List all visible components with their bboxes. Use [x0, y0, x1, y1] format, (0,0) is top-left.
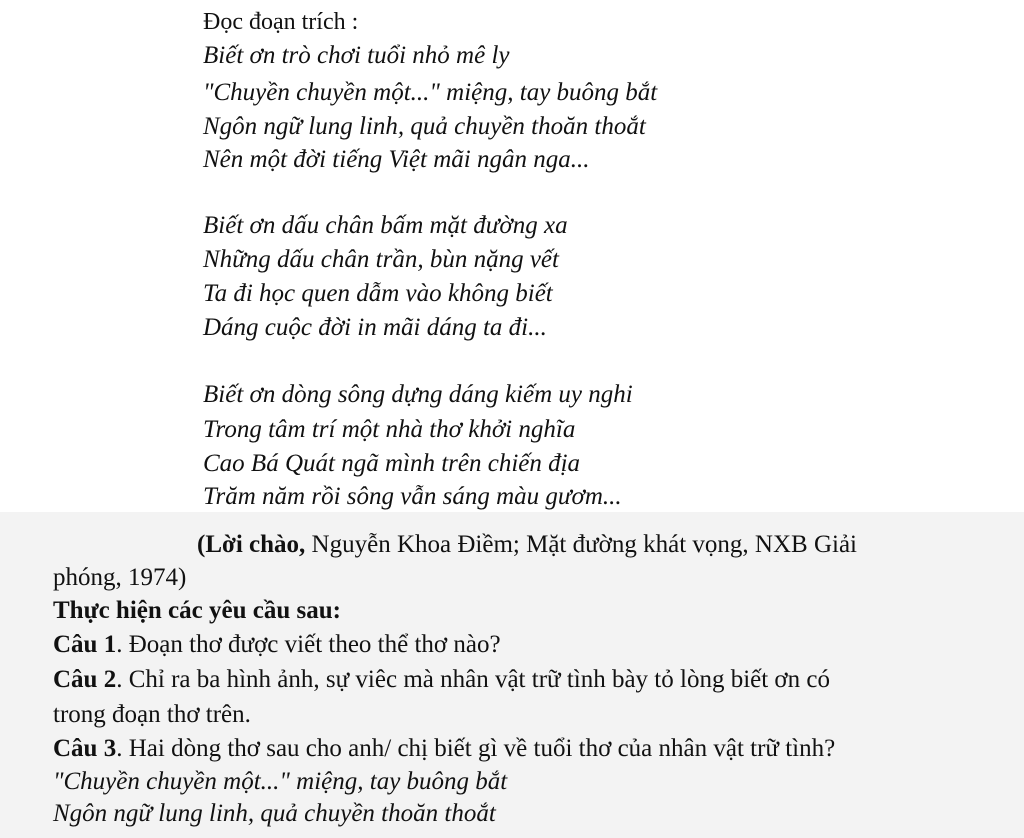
source-citation [197, 532, 857, 557]
source-citation-continued: phóng, 1974) [53, 564, 187, 591]
poem-line: Trong tâm trí một nhà thơ khởi nghĩa [203, 416, 576, 443]
question-1 [53, 632, 501, 657]
question-3 [53, 736, 835, 761]
quoted-poem-line: Ngôn ngữ lung linh, quả chuyền thoăn thoắt [53, 800, 496, 827]
question-2 [53, 667, 830, 692]
poem-line: Những dấu chân trần, bùn nặng vết [203, 246, 559, 273]
reading-instruction: Đọc đoạn trích : [203, 9, 359, 35]
quoted-poem-line: "Chuyền chuyền một..." miệng, tay buông bắt [53, 768, 508, 795]
question-2-continued: trong đoạn thơ trên. [53, 701, 251, 728]
poem-line: Ngôn ngữ lung linh, quả chuyền thoăn thoắt [203, 113, 646, 140]
section-title: Thực hiện các yêu cầu sau: [53, 597, 341, 624]
source-title: Lời chào, [205, 531, 306, 558]
poem-line: Biết ơn dấu chân bấm mặt đường xa [203, 212, 568, 239]
question-text: . Chỉ ra ba hình ảnh, sự viêc mà nhân vật trữ tình bày tỏ lòng biết ơn có [116, 666, 831, 693]
poem-line: Nên một đời tiếng Việt mãi ngân nga... [203, 146, 590, 173]
poem-line: Biết ơn dòng sông dựng dáng kiếm uy nghi [203, 381, 633, 408]
poem-line: Ta đi học quen dẫm vào không biết [203, 280, 553, 307]
poem-line: Cao Bá Quát ngã mình trên chiến địa [203, 450, 581, 477]
poem-line: Biết ơn trò chơi tuổi nhỏ mê ly [203, 42, 510, 69]
question-text: . Hai dòng thơ sau cho anh/ chị biết gì về tuổi thơ của nhân vật trữ tình? [116, 735, 836, 762]
source-open-paren: ( [197, 531, 206, 558]
poem-line: Dáng cuộc đời in mãi dáng ta đi... [203, 314, 547, 341]
source-details: Nguyễn Khoa Điềm; Mặt đường khát vọng, NXB Giải [305, 531, 857, 558]
question-label: Câu 3 [53, 735, 117, 762]
question-text: . Đoạn thơ được viết theo thể thơ nào? [116, 631, 501, 658]
poem-line: Trăm năm rồi sông vẫn sáng màu gươm... [203, 483, 622, 510]
question-label: Câu 1 [53, 631, 117, 658]
poem-line: "Chuyền chuyền một..." miệng, tay buông bắt [203, 79, 658, 106]
question-label: Câu 2 [53, 666, 117, 693]
